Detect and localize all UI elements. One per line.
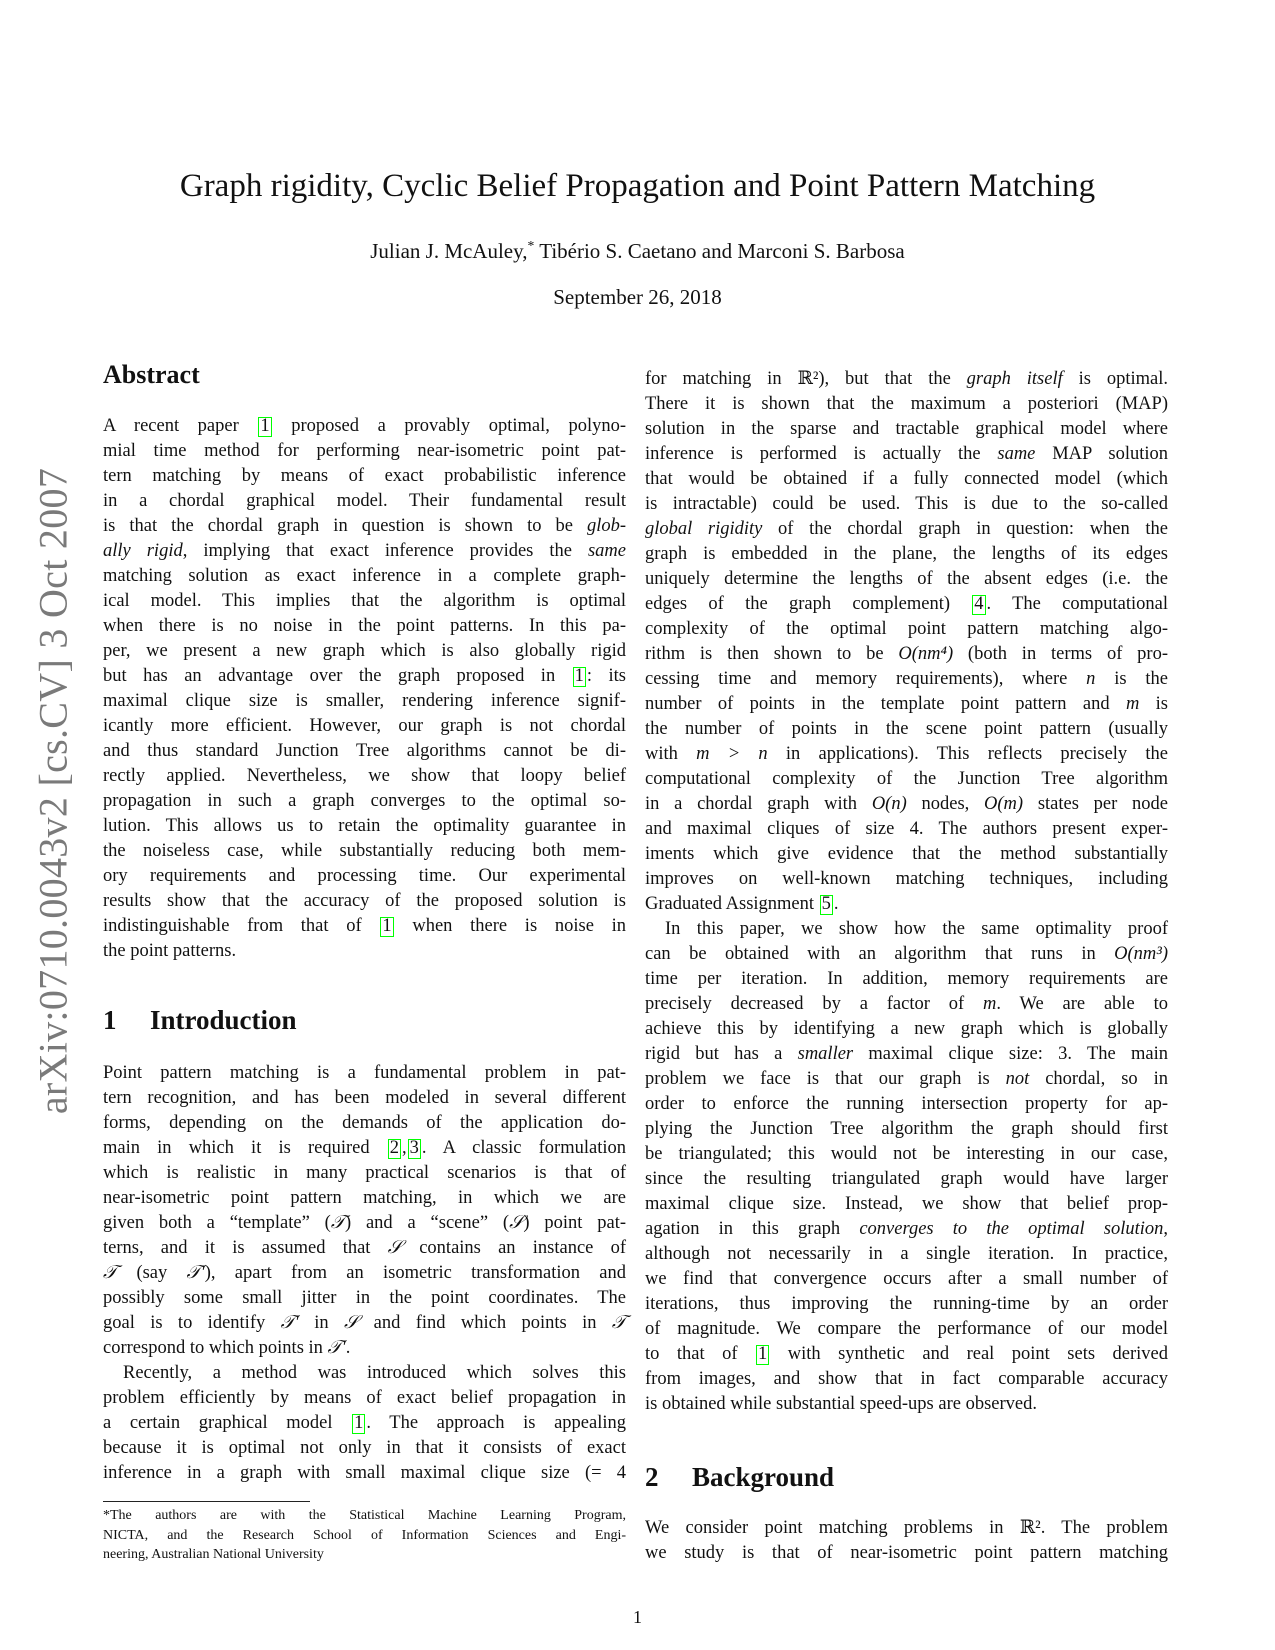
emphasis-text: graph itself [966, 369, 1063, 389]
text-line [103, 539, 626, 564]
citation-link[interactable]: 2 [389, 1138, 400, 1158]
text-segment: the noiseless case, while substantially reducing both mem- [103, 841, 626, 861]
abstract-heading: Abstract [103, 360, 200, 389]
text-segment: forms, depending on the demands of the application do- [103, 1113, 626, 1133]
text-line [103, 1386, 626, 1411]
emphasis-text: O(nm³) [1114, 944, 1168, 964]
text-line [645, 1317, 1168, 1342]
text-segment: agation in this graph [645, 1219, 860, 1239]
text-line [645, 1192, 1168, 1217]
text-segment: ), apart from an isometric transformation and [204, 1263, 626, 1283]
text-segment: There it is shown that the maximum a posteriori (MAP) [645, 394, 1168, 414]
text-segment: correspond to which points in [103, 1338, 328, 1358]
text-segment: , [1163, 1219, 1168, 1239]
emphasis-text: 𝒯 [611, 1313, 627, 1333]
citation-link[interactable]: 3 [409, 1138, 419, 1158]
emphasis-text: same [587, 541, 626, 561]
text-segment: rectly applied. Nevertheless, we show that loopy belief [103, 766, 626, 786]
text-line [645, 767, 1168, 792]
text-line [103, 414, 626, 439]
emphasis-text: 𝒮 [387, 1238, 402, 1258]
text-line [645, 567, 1168, 592]
text-line [103, 814, 626, 839]
text-segment: terns, and it is assumed that [103, 1238, 388, 1258]
text-segment: is [1139, 694, 1168, 714]
text-segment: a certain graphical model [103, 1413, 352, 1433]
text-segment: graph is embedded in the plane, the lengths of its edges [645, 544, 1168, 564]
author-first: Julian J. McAuley, [370, 239, 528, 263]
text-segment: since the resulting triangulated graph would have larger [645, 1169, 1168, 1189]
text-segment: complexity of the optimal point pattern matching algo- [645, 619, 1168, 639]
text-line [645, 742, 1168, 767]
text-line [645, 642, 1168, 667]
emphasis-text: m [1125, 694, 1140, 714]
text-line [645, 967, 1168, 992]
text-line [645, 1367, 1168, 1392]
emphasis-text: global rigidity [645, 519, 763, 539]
section-title: Background [692, 1462, 835, 1492]
text-line [103, 1061, 626, 1086]
emphasis-text: 𝒮 [343, 1313, 359, 1333]
text-line [103, 789, 626, 814]
emphasis-text: glob- [586, 516, 626, 536]
text-line [103, 1286, 626, 1311]
emphasis-text: m > n [696, 744, 768, 764]
text-segment: is intractable) could be used. This is due to the so-called [645, 494, 1168, 514]
emphasis-text: 𝒯 [330, 1213, 345, 1233]
text-segment: Point pattern matching is a fundamental problem in pat- [103, 1063, 626, 1083]
text-segment: per, we present a new graph which is also globally rigid [103, 641, 626, 661]
text-segment: is that the chordal graph in question is shown to be [103, 516, 587, 536]
introduction-body [103, 1061, 626, 1486]
text-segment: (say [117, 1263, 187, 1283]
text-line [103, 839, 626, 864]
text-segment: with [645, 744, 697, 764]
text-segment: Graduated Assignment [645, 894, 819, 914]
text-segment: proposed a provably optimal, polyno- [272, 416, 627, 436]
emphasis-text: 𝒯′ [327, 1338, 346, 1358]
text-segment: maximal clique size is smaller, rendering inference signif- [103, 691, 626, 711]
text-line [645, 1042, 1168, 1067]
text-segment: rithm is then shown to be [645, 644, 899, 664]
text-segment: although not necessarily in a single iteration. In practice, [645, 1244, 1168, 1264]
text-segment: chordal, so in [1029, 1069, 1168, 1089]
text-line [103, 1411, 626, 1436]
text-segment: : its [586, 666, 626, 686]
text-segment: and find which points in [358, 1313, 612, 1333]
text-segment: ) point pat- [523, 1213, 627, 1233]
text-segment: is optimal. [1062, 369, 1168, 389]
text-line [645, 367, 1168, 392]
text-line [645, 917, 1168, 942]
emphasis-text: m [982, 994, 997, 1014]
text-line [645, 1017, 1168, 1042]
text-segment: in a chordal graphical model. Their fundamental result [103, 491, 626, 511]
text-segment: edges of the graph complement) [645, 594, 972, 614]
text-line [645, 1217, 1168, 1242]
text-segment: and maximal cliques of size 4. The authors present exper- [645, 819, 1168, 839]
text-segment: propagation in such a graph converges to the optimal so- [103, 791, 626, 811]
text-segment: maximal clique size: 3. The main [853, 1044, 1168, 1064]
text-line [103, 1136, 626, 1161]
text-line [645, 442, 1168, 467]
text-segment: icantly more efficient. However, our graph is not chordal [103, 716, 626, 736]
text-segment: improves on well-known matching techniques, including [645, 869, 1168, 889]
authors [0, 238, 1275, 264]
text-segment: maximal clique size. Instead, we show that belief prop- [645, 1194, 1168, 1214]
text-segment: problem efficiently by means of exact belief propagation in [103, 1388, 626, 1408]
text-segment: lution. This allows us to retain the optimality guarantee in [103, 816, 626, 836]
text-segment: . A classic formulation [421, 1138, 626, 1158]
text-segment: In this paper, we show how the same optimality proof [665, 919, 1168, 939]
citation-link[interactable]: 1 [574, 666, 584, 686]
citation-link[interactable]: 1 [758, 1344, 768, 1364]
paper-title: Graph rigidity, Cyclic Belief Propagation and Point Pattern Matching [179, 168, 1096, 204]
text-line [645, 1117, 1168, 1142]
text-line [645, 817, 1168, 842]
text-segment: . [345, 1338, 351, 1358]
text-segment: , implying that exact inference provides the [182, 541, 588, 561]
text-segment: given both a “template” ( [103, 1213, 331, 1233]
text-segment: main in which it is required [103, 1138, 387, 1158]
text-line [645, 592, 1168, 617]
text-segment: in a chordal graph with [645, 794, 872, 814]
text-line [645, 792, 1168, 817]
emphasis-text: 𝒯′ [186, 1263, 205, 1283]
text-line [103, 1461, 626, 1486]
text-line [645, 1541, 1168, 1566]
text-segment: near-isometric point pattern matching, in which we are [103, 1188, 626, 1208]
text-segment: because it is optimal not only in that it consists of exact [103, 1438, 626, 1458]
text-segment: tern matching by means of exact probabilistic inference [103, 466, 626, 486]
emphasis-text: O(m) [984, 794, 1024, 814]
section-number: 2 [645, 1462, 659, 1492]
text-segment: but has an advantage over the graph proposed in [103, 666, 572, 686]
text-line [103, 1545, 626, 1565]
text-segment: indistinguishable from that of [103, 916, 380, 936]
text-segment: in applications). This reflects precisely the [767, 744, 1168, 764]
footnote [103, 1506, 626, 1565]
text-segment: iterations, thus improving the running-time by an order [645, 1294, 1168, 1314]
background-body [645, 1516, 1168, 1566]
text-segment: matching solution as exact inference in a complete graph- [103, 566, 626, 586]
text-line [103, 764, 626, 789]
page-number: 1 [633, 1607, 642, 1627]
text-segment: ory requirements and processing time. Our experimental [103, 866, 626, 886]
citation-link[interactable]: 5 [821, 894, 831, 914]
text-line [645, 667, 1168, 692]
text-line [103, 739, 626, 764]
text-line [103, 664, 626, 689]
emphasis-text: ally rigid [103, 541, 183, 561]
text-line [645, 1142, 1168, 1167]
text-segment: and thus standard Junction Tree algorithms cannot be di- [103, 741, 626, 761]
emphasis-text: not [1005, 1069, 1030, 1089]
text-segment: when there is noise in [394, 916, 626, 936]
text-segment: from images, and show that in fact comparable accuracy [645, 1369, 1168, 1389]
text-segment: which is realistic in many practical scenarios is that of [103, 1163, 626, 1183]
text-segment: the point patterns. [103, 941, 237, 961]
text-line [103, 714, 626, 739]
text-segment: NICTA, and the Research School of Information Sciences and Engi- [103, 1527, 626, 1543]
text-line [103, 464, 626, 489]
text-line [645, 542, 1168, 567]
citation-link[interactable]: 4 [974, 594, 984, 614]
text-line [645, 392, 1168, 417]
paper-date: September 26, 2018 [553, 285, 722, 309]
text-segment: can be obtained with an algorithm that runs in [645, 944, 1115, 964]
text-line [103, 914, 626, 939]
text-line [645, 1267, 1168, 1292]
text-segment: order to enforce the running intersection property for ap- [645, 1094, 1168, 1114]
text-line [645, 867, 1168, 892]
emphasis-text: 𝒯′ [280, 1313, 299, 1333]
text-segment: inference in a graph with small maximal clique size (= 4 [103, 1463, 626, 1483]
authors-rest: Tibério S. Caetano and Marconi S. Barbosa [534, 239, 905, 263]
text-line [645, 1342, 1168, 1367]
text-segment: Recently, a method was introduced which solves this [123, 1363, 626, 1383]
text-line [645, 717, 1168, 742]
text-line [103, 1161, 626, 1186]
text-segment: number of points in the template point pattern and [645, 694, 1126, 714]
text-line [645, 417, 1168, 442]
text-segment: , [402, 1138, 407, 1158]
text-line [645, 467, 1168, 492]
text-segment: time per iteration. In addition, memory requirements are [645, 969, 1168, 989]
text-segment: we study is that of near-isometric point pattern matching [645, 1543, 1168, 1563]
footnote-divider [103, 1501, 310, 1502]
text-line [103, 1336, 626, 1361]
citation-link[interactable]: 1 [382, 916, 392, 936]
text-segment: the number of points in the scene point pattern (usually [645, 719, 1168, 739]
text-segment: contains an instance of [402, 1238, 626, 1258]
text-segment: is obtained while substantial speed-ups are observed. [645, 1394, 1037, 1414]
emphasis-text: smaller [797, 1044, 854, 1064]
text-segment: cessing time and memory requirements), where [645, 669, 1087, 689]
text-line [103, 439, 626, 464]
text-segment: rigid but has a [645, 1044, 798, 1064]
text-line [103, 639, 626, 664]
text-line [645, 1092, 1168, 1117]
text-segment: uniquely determine the lengths of the absent edges (i.e. the [645, 569, 1168, 589]
footnote-marker[interactable]: * [527, 238, 535, 253]
text-line [103, 1111, 626, 1136]
text-line [103, 614, 626, 639]
text-segment: . The approach is appealing [366, 1413, 626, 1433]
text-line [103, 939, 626, 964]
text-segment: inference is performed is actually the [645, 444, 998, 464]
text-segment: results show that the accuracy of the proposed solution is [103, 891, 626, 911]
text-line [103, 514, 626, 539]
text-segment: when there is no noise in the point patterns. In this pa- [103, 616, 626, 636]
text-segment: tern recognition, and has been modeled in several different [103, 1088, 626, 1108]
arxiv-identifier-stamp: arXiv:0710.0043v2 [cs.CV] 3 Oct 2007 [30, 467, 76, 1115]
text-line [645, 1067, 1168, 1092]
text-segment: iments which give evidence that the method substantially [645, 844, 1168, 864]
text-line [645, 842, 1168, 867]
text-segment: mial time method for performing near-isometric point pat- [103, 441, 626, 461]
text-segment: states per node [1023, 794, 1168, 814]
text-segment: with synthetic and real point sets derived [770, 1344, 1168, 1364]
text-line [103, 1086, 626, 1111]
text-segment: ) and a “scene” ( [344, 1213, 510, 1233]
citation-link[interactable]: 1 [260, 416, 270, 436]
text-line [103, 1311, 626, 1336]
text-line [645, 992, 1168, 1017]
emphasis-text: same [997, 444, 1036, 464]
text-segment: nodes, [906, 794, 985, 814]
text-segment: ical model. This implies that the algorithm is optimal [103, 591, 626, 611]
section-heading-introduction [103, 1005, 297, 1036]
emphasis-text: converges to the optimal solution [859, 1219, 1164, 1239]
section-title: Introduction [150, 1005, 297, 1035]
text-line [645, 1167, 1168, 1192]
text-line [103, 564, 626, 589]
text-line [103, 1236, 626, 1261]
text-line [103, 1211, 626, 1236]
text-line [103, 1186, 626, 1211]
emphasis-text: O(n) [871, 794, 907, 814]
text-segment: is the [1095, 669, 1168, 689]
citation-link[interactable]: 1 [354, 1413, 364, 1433]
text-segment: We consider point matching problems in ℝ². The problem [645, 1518, 1168, 1538]
text-line [103, 864, 626, 889]
text-line [645, 1392, 1168, 1417]
text-line [103, 589, 626, 614]
text-segment: precisely decreased by a factor of [645, 994, 983, 1014]
text-line [103, 489, 626, 514]
text-segment: we find that convergence occurs after a small number of [645, 1269, 1168, 1289]
emphasis-text: n [1086, 669, 1096, 689]
text-segment: A recent paper [103, 416, 258, 436]
text-segment: . We are able to [996, 994, 1168, 1014]
text-line [103, 889, 626, 914]
text-segment: . The computational [986, 594, 1169, 614]
text-line [645, 892, 1168, 917]
text-line [645, 492, 1168, 517]
text-segment: of magnitude. We compare the performance of our model [645, 1319, 1168, 1339]
text-segment: be triangulated; this would not be interesting in our case, [645, 1144, 1168, 1164]
text-segment: . [833, 894, 839, 914]
text-segment: in [298, 1313, 344, 1333]
text-line [103, 1361, 626, 1386]
emphasis-text: 𝒮 [509, 1213, 524, 1233]
section-heading-background [645, 1462, 834, 1493]
text-segment: possibly some small jitter in the point coordinates. The [103, 1288, 626, 1308]
text-line [103, 1506, 626, 1526]
text-line [645, 1292, 1168, 1317]
text-segment: plying the Junction Tree algorithm the graph should first [645, 1119, 1168, 1139]
text-line [103, 689, 626, 714]
text-line [645, 1516, 1168, 1541]
text-line [645, 617, 1168, 642]
emphasis-text: O(nm⁴) [898, 644, 954, 664]
right-column-body [645, 367, 1168, 1417]
emphasis-text: 𝒯 [103, 1263, 118, 1283]
text-segment: solution in the sparse and tractable graphical model where [645, 419, 1168, 439]
text-segment: for matching in ℝ²), but that the [645, 369, 967, 389]
text-line [103, 1436, 626, 1461]
text-segment: of the chordal graph in question: when the [762, 519, 1169, 539]
abstract-body [103, 414, 626, 964]
text-line [103, 1261, 626, 1286]
text-segment: goal is to identify [103, 1313, 281, 1333]
section-number: 1 [103, 1005, 117, 1035]
text-segment: computational complexity of the Junction Tree algorithm [645, 769, 1168, 789]
text-line [645, 517, 1168, 542]
text-line [645, 942, 1168, 967]
text-segment: *The authors are with the Statistical Machine Learning Program, [103, 1508, 626, 1523]
text-segment: that would be obtained if a fully connected model (which [645, 469, 1168, 489]
text-segment: (both in terms of pro- [953, 644, 1168, 664]
text-segment: problem we face is that our graph is [645, 1069, 1006, 1089]
text-segment: neering, Australian National University [103, 1547, 324, 1562]
text-line [645, 1242, 1168, 1267]
text-line [103, 1526, 626, 1546]
text-segment: MAP solution [1035, 444, 1168, 464]
text-segment: achieve this by identifying a new graph which is globally [645, 1019, 1168, 1039]
text-segment: to that of [645, 1344, 755, 1364]
text-line [645, 692, 1168, 717]
